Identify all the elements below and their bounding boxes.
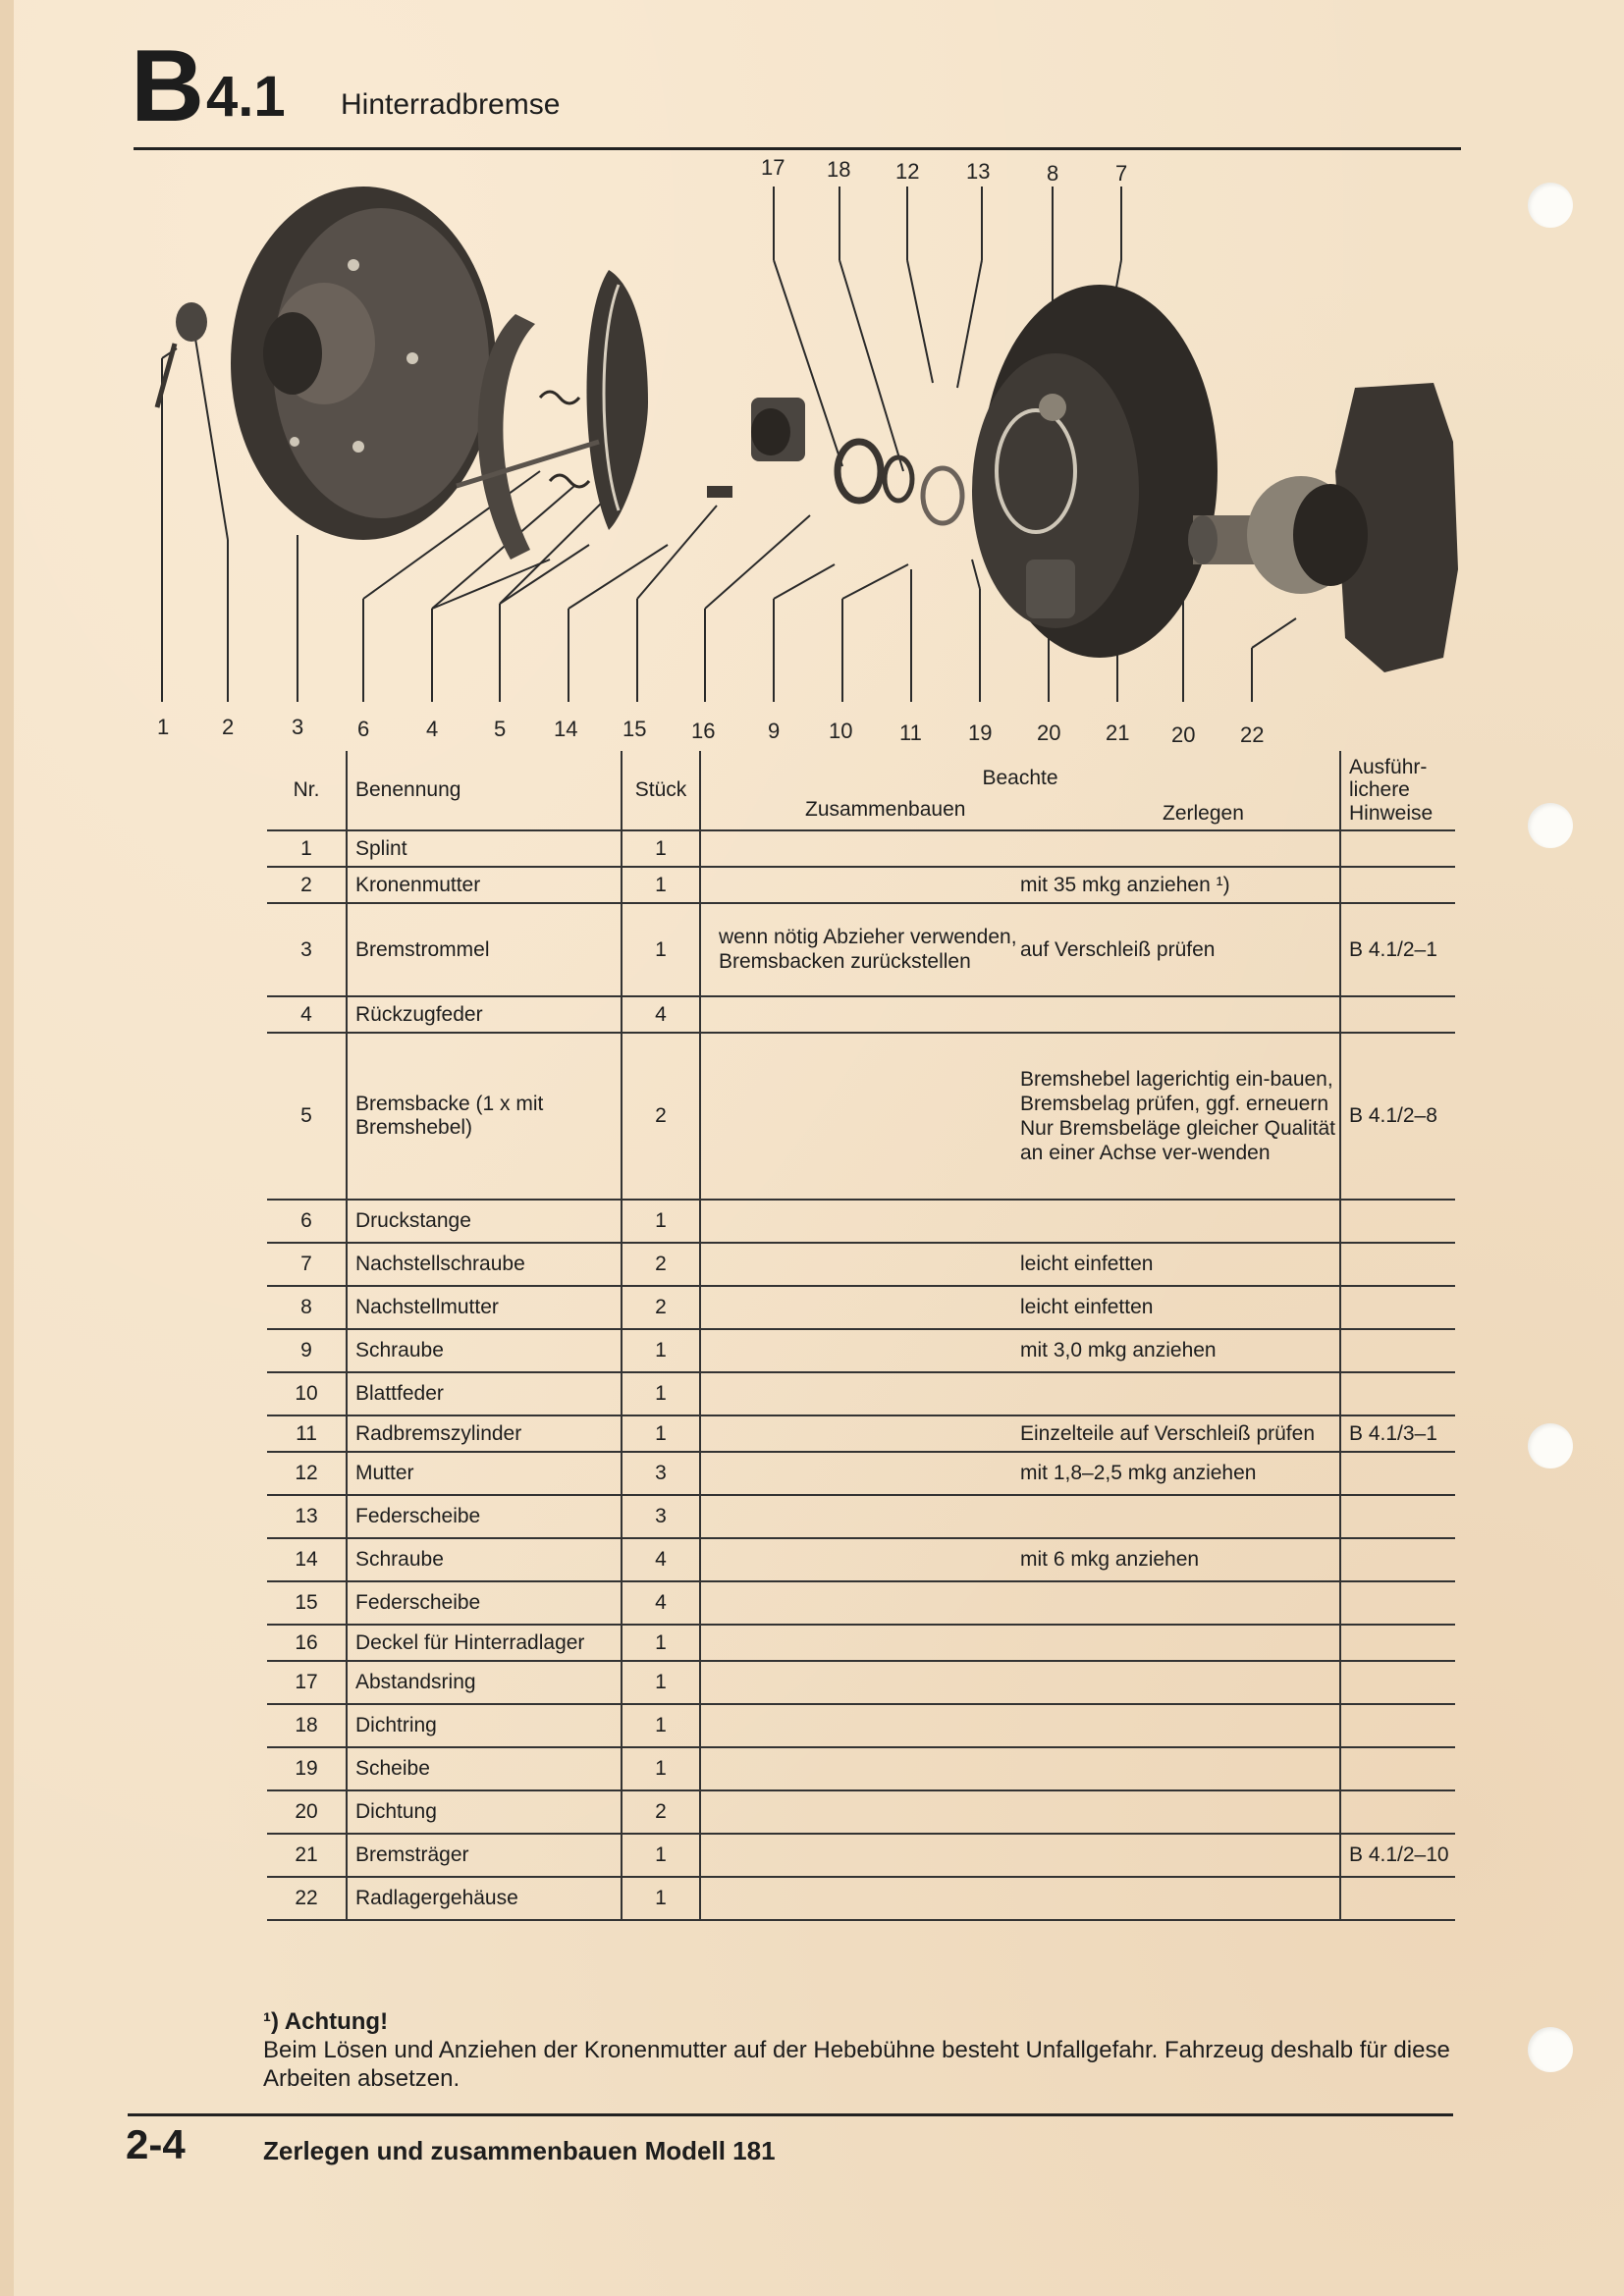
header-beachte: Beachte [982,767,1058,789]
page-number: 2-4 [126,2121,186,2167]
table-row [267,903,1455,996]
disassembly-note [1020,1704,1340,1747]
reference-note [1340,1286,1455,1329]
part-number: 22 [267,1877,347,1920]
part-name: Splint [347,830,622,867]
callout-label: 10 [829,719,853,743]
part-quantity: 1 [622,903,700,996]
footnote [263,2007,1471,2093]
parts-table-body [267,830,1455,1920]
callout-label: 21 [1106,721,1130,745]
reference-note: B 4.1/2–1 [1340,903,1455,996]
assembly-note [700,830,1020,867]
disassembly-note: auf Verschleiß prüfen [1020,903,1340,996]
reference-note: B 4.1/2–10 [1340,1834,1455,1877]
assembly-note [700,1495,1020,1538]
reference-note [1340,1329,1455,1372]
parts-table [267,751,1455,1921]
callout-label: 14 [554,717,578,741]
part-quantity: 1 [622,1877,700,1920]
callout-label: 12 [895,159,920,184]
punch-hole [1528,2027,1573,2072]
wheel-bearing-housing-illustration [1188,383,1458,672]
table-row [267,1790,1455,1834]
part-name: Radbremszylinder [347,1415,622,1452]
table-row [267,1200,1455,1243]
callout-label: 17 [761,155,785,180]
reference-note [1340,1625,1455,1661]
part-quantity: 1 [622,1415,700,1452]
part-quantity: 2 [622,1790,700,1834]
part-quantity: 3 [622,1452,700,1495]
part-name: Blattfeder [347,1372,622,1415]
footnote-heading: ¹) Achtung! [263,2008,389,2035]
part-number: 12 [267,1452,347,1495]
part-number: 14 [267,1538,347,1581]
reference-note [1340,1747,1455,1790]
assembly-note [700,1747,1020,1790]
section-letter: B [131,29,203,143]
header-nr: Nr. [267,751,347,830]
part-quantity: 2 [622,1033,700,1200]
disassembly-note [1020,996,1340,1033]
assembly-note [700,1033,1020,1200]
reference-note: B 4.1/2–8 [1340,1033,1455,1200]
part-name: Rückzugfeder [347,996,622,1033]
part-name: Bremsträger [347,1834,622,1877]
part-number: 2 [267,867,347,903]
disassembly-note: leicht einfetten [1020,1286,1340,1329]
disassembly-note [1020,1790,1340,1834]
reference-note [1340,1704,1455,1747]
part-quantity: 4 [622,1581,700,1625]
assembly-note [700,1200,1020,1243]
brake-drum-illustration [231,187,496,540]
table-row [267,830,1455,867]
reference-note [1340,996,1455,1033]
part-quantity: 1 [622,1329,700,1372]
bottom-callout-labels [157,715,1264,747]
part-quantity: 2 [622,1243,700,1286]
part-name: Dichtung [347,1790,622,1834]
reference-note [1340,1495,1455,1538]
part-name: Federscheibe [347,1495,622,1538]
table-row [267,1415,1455,1452]
table-row [267,1661,1455,1704]
part-name: Dichtring [347,1704,622,1747]
table-row [267,1704,1455,1747]
part-quantity: 2 [622,1286,700,1329]
reference-note [1340,1372,1455,1415]
reference-note [1340,1243,1455,1286]
seal-rings-illustration [838,442,962,523]
part-number: 11 [267,1415,347,1452]
part-number: 1 [267,830,347,867]
table-row [267,1329,1455,1372]
part-quantity: 1 [622,1372,700,1415]
part-number: 9 [267,1329,347,1372]
part-quantity: 4 [622,1538,700,1581]
table-row [267,1625,1455,1661]
part-number: 16 [267,1625,347,1661]
disassembly-note: Bremshebel lagerichtig ein-bauen, Bremsbelag prüfen, ggf. erneuern Nur Bremsbeläge gleicher Qualität an einer Achse ver-wenden [1020,1033,1340,1200]
disassembly-note [1020,1877,1340,1920]
page-title: Hinterradbremse [341,88,561,121]
assembly-note: wenn nötig Abzieher verwenden, Bremsbacken zurückstellen [700,903,1020,996]
callout-label: 6 [357,717,370,741]
reference-note [1340,1200,1455,1243]
callout-label: 15 [623,717,647,741]
reference-note [1340,1661,1455,1704]
callout-label: 3 [292,715,304,739]
disassembly-note [1020,1747,1340,1790]
disassembly-note [1020,1372,1340,1415]
table-row [267,996,1455,1033]
table-row [267,1243,1455,1286]
disassembly-note [1020,1495,1340,1538]
callout-label: 8 [1047,161,1059,186]
assembly-note [700,1661,1020,1704]
table-row [267,1747,1455,1790]
table-row [267,1033,1455,1200]
reference-note [1340,1452,1455,1495]
assembly-note [700,1704,1020,1747]
part-number: 21 [267,1834,347,1877]
punch-hole [1528,1423,1573,1468]
disassembly-note: Einzelteile auf Verschleiß prüfen [1020,1415,1340,1452]
disassembly-note [1020,1661,1340,1704]
callout-label: 4 [426,717,439,741]
wheel-cylinder-illustration [707,398,805,498]
disassembly-note [1020,830,1340,867]
callout-label: 11 [899,721,922,745]
part-number: 7 [267,1243,347,1286]
part-number: 15 [267,1581,347,1625]
table-row [267,867,1455,903]
header-qty: Stück [622,751,700,830]
callout-label: 16 [691,719,716,743]
disassembly-note [1020,1581,1340,1625]
callout-label: 20 [1171,722,1196,747]
part-name: Bremsbacke (1 x mit Bremshebel) [347,1033,622,1200]
table-row [267,1452,1455,1495]
assembly-note [700,1790,1020,1834]
part-quantity: 1 [622,1704,700,1747]
disassembly-note: leicht einfetten [1020,1243,1340,1286]
part-number: 17 [267,1661,347,1704]
callout-label: 20 [1037,721,1061,745]
part-number: 6 [267,1200,347,1243]
part-quantity: 1 [622,1200,700,1243]
assembly-note [700,1329,1020,1372]
assembly-note [700,1372,1020,1415]
part-quantity: 1 [622,867,700,903]
part-quantity: 1 [622,830,700,867]
part-name: Scheibe [347,1747,622,1790]
part-quantity: 1 [622,1834,700,1877]
callout-label: 22 [1240,722,1265,747]
page-edge [0,0,14,2296]
parts-table-wrapper [267,751,1455,1921]
callout-label: 5 [494,717,507,741]
callout-label: 18 [827,157,851,182]
assembly-note [700,1286,1020,1329]
footer-title: Zerlegen und zusammenbauen Modell 181 [263,2136,776,2165]
disassembly-note: mit 35 mkg anziehen ¹) [1020,867,1340,903]
callout-label: 13 [966,159,991,184]
assembly-note [700,996,1020,1033]
callout-label: 7 [1115,161,1128,186]
part-number: 19 [267,1747,347,1790]
disassembly-note: mit 1,8–2,5 mkg anziehen [1020,1452,1340,1495]
callout-label: 1 [157,715,170,739]
table-row [267,1372,1455,1415]
part-name: Schraube [347,1329,622,1372]
table-row [267,1286,1455,1329]
assembly-note [700,1415,1020,1452]
assembly-note [700,1581,1020,1625]
reference-note [1340,1790,1455,1834]
part-name: Abstandsring [347,1661,622,1704]
disassembly-note [1020,1834,1340,1877]
reference-note [1340,1538,1455,1581]
punch-hole [1528,803,1573,848]
header-name: Benennung [347,751,622,830]
part-name: Nachstellmutter [347,1286,622,1329]
brake-carrier-plate-illustration [972,285,1218,658]
part-quantity: 4 [622,996,700,1033]
section-number: 4.1 [206,65,286,129]
part-name: Kronenmutter [347,867,622,903]
header-zusammenbauen: Zusammenbauen [805,798,966,821]
footer-rule [128,2113,1453,2116]
exploded-view-diagram [118,147,1492,756]
reference-note [1340,867,1455,903]
callout-label: 9 [768,719,781,743]
reference-note [1340,1877,1455,1920]
assembly-note [700,867,1020,903]
assembly-note [700,1877,1020,1920]
part-number: 4 [267,996,347,1033]
disassembly-note [1020,1625,1340,1661]
footnote-text: Beim Lösen und Anziehen der Kronenmutter auf der Hebebühne besteht Unfallgefahr. Fahrzeug deshalb für diese Arbeiten absetzen. [263,2037,1450,2092]
reference-note [1340,830,1455,867]
part-number: 18 [267,1704,347,1747]
castle-nut-and-splint-illustration [157,302,207,407]
assembly-note [700,1834,1020,1877]
punch-hole [1528,183,1573,228]
part-quantity: 1 [622,1661,700,1704]
assembly-note [700,1452,1020,1495]
part-name: Deckel für Hinterradlager [347,1625,622,1661]
assembly-note [700,1243,1020,1286]
callout-label: 2 [222,715,235,739]
header-beachte-group [700,751,1340,830]
part-name: Schraube [347,1538,622,1581]
part-quantity: 3 [622,1495,700,1538]
reference-note [1340,1581,1455,1625]
disassembly-note: mit 6 mkg anziehen [1020,1538,1340,1581]
disassembly-note [1020,1200,1340,1243]
part-quantity: 1 [622,1625,700,1661]
table-row [267,1834,1455,1877]
part-name: Radlagergehäuse [347,1877,622,1920]
table-row [267,1538,1455,1581]
top-callout-labels [761,155,1127,186]
part-number: 3 [267,903,347,996]
disassembly-note: mit 3,0 mkg anziehen [1020,1329,1340,1372]
part-number: 13 [267,1495,347,1538]
assembly-note [700,1538,1020,1581]
assembly-note [700,1625,1020,1661]
table-row [267,1877,1455,1920]
part-number: 10 [267,1372,347,1415]
part-number: 8 [267,1286,347,1329]
callout-label: 19 [968,721,993,745]
part-name: Federscheibe [347,1581,622,1625]
part-name: Nachstellschraube [347,1243,622,1286]
table-row [267,1581,1455,1625]
part-number: 5 [267,1033,347,1200]
table-row [267,1495,1455,1538]
reference-note: B 4.1/3–1 [1340,1415,1455,1452]
part-number: 20 [267,1790,347,1834]
part-name: Bremstrommel [347,903,622,996]
part-name: Mutter [347,1452,622,1495]
header-zerlegen: Zerlegen [1163,802,1244,825]
part-name: Druckstange [347,1200,622,1243]
part-quantity: 1 [622,1747,700,1790]
header-hinweise: Ausführ-lichere Hinweise [1340,751,1455,830]
